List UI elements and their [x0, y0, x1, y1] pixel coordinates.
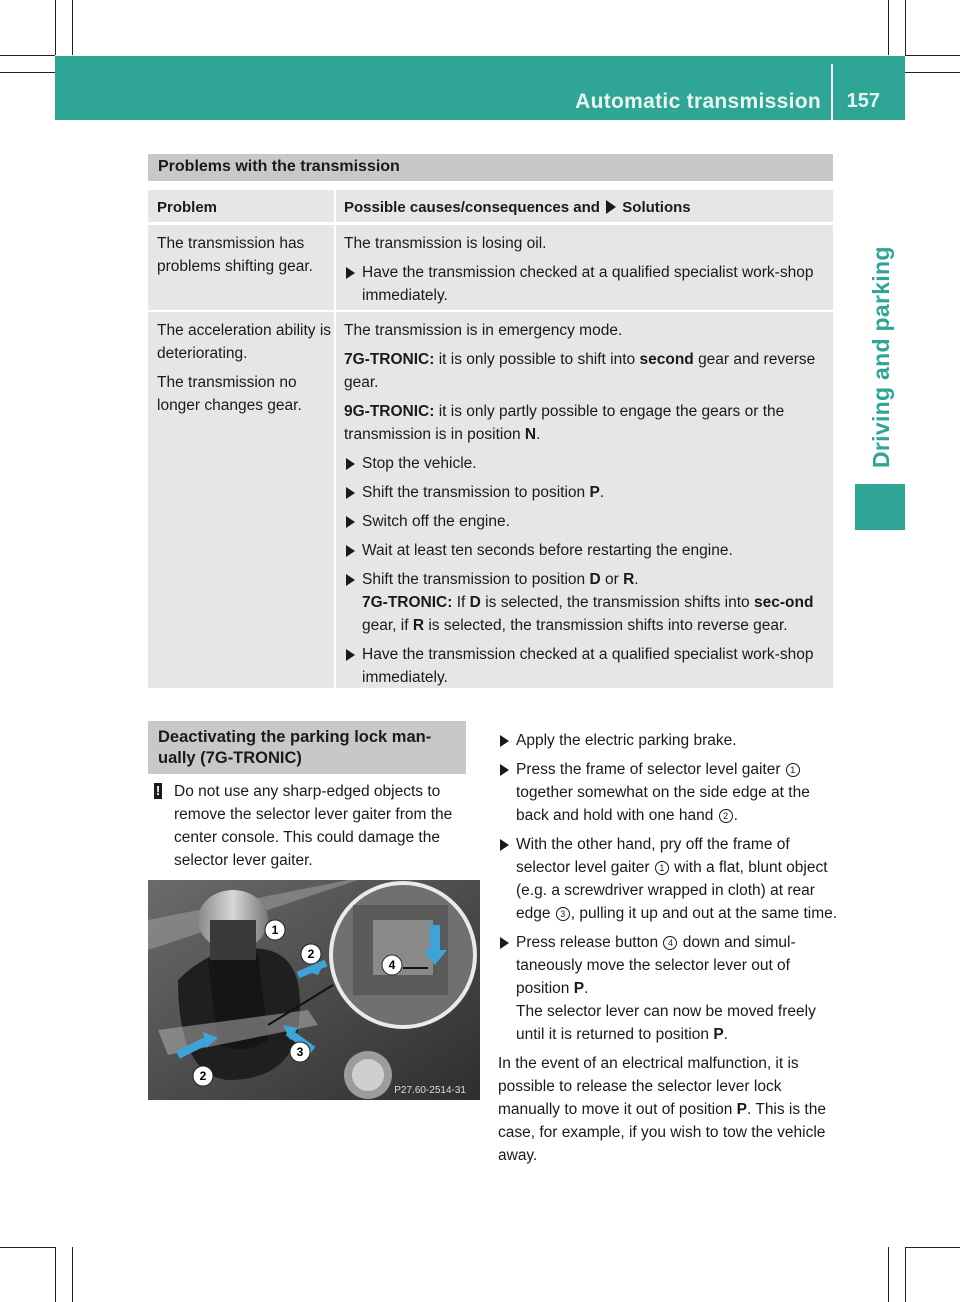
crop-mark: [888, 1247, 889, 1302]
callout-ref: 4: [663, 936, 677, 950]
gear-selector-illustration: [148, 880, 480, 1100]
callout-ref: 1: [786, 763, 800, 777]
crop-mark: [72, 0, 73, 55]
crop-mark: [55, 1247, 56, 1302]
list-item: Have the transmission checked at a qualified specialist work-shop immediately.: [344, 643, 828, 689]
table-row-1-problem: The transmission has problems shifting gear.: [148, 225, 334, 310]
photo-code: P27.60-2514-31: [394, 1085, 466, 1096]
callout-ref: 3: [556, 907, 570, 921]
callout-2: 2: [307, 947, 315, 961]
callout-3: 3: [296, 1045, 304, 1059]
callout-ref: 2: [719, 809, 733, 823]
gear-selector-photo: [148, 880, 480, 1100]
crop-mark: [905, 0, 906, 55]
paragraph: In the event of an electrical malfunction, it is possible to release the selector lever lock manually to move it out of position P. This is the case, for example, if you wish to tow the vehicle away.: [498, 1055, 826, 1164]
header-divider: [831, 64, 833, 120]
table-row-2-solutions: The transmission is in emergency mode. 7G-TRONIC: it is only possible to shift into second gear and reverse gear. 9G-TRONIC: it is only partly possible to engage the gears or the transmission is in position N. Stop the vehicle. Shift the transmission to position P. Switch off the engine. Wait at least ten seconds before restarting the engine. Shift the transmission to position D or R. 7G-TRONIC: If D is selected, the transmission shifts into sec-ond gear, if R is selected, the transmission shifts into reverse gear. Have the transmission checked at a qualified specialist work-shop immediately.: [336, 312, 833, 688]
table-header-problem: Problem: [148, 190, 334, 222]
crop-mark: [905, 55, 960, 56]
list-item: Press the frame of selector level gaiter 1 together somewhat on the side edge at the back and hold with one hand 2 .: [498, 758, 838, 827]
crop-mark: [0, 1247, 55, 1248]
crop-mark: [55, 0, 56, 55]
crop-mark: [0, 55, 55, 56]
crop-mark: [905, 1247, 960, 1248]
side-tab-label: Driving and parking: [868, 246, 894, 468]
crop-mark: [888, 0, 889, 55]
note-7g: 7G-TRONIC: it is only possible to shift into second gear and reverse gear.: [344, 351, 816, 391]
list-item: Press release button 4 down and simul-taneously move the selector lever out of position P. The selector lever can now be moved freely until it is returned to position P.: [498, 931, 838, 1046]
list-item: Wait at least ten seconds before restarting the engine.: [344, 539, 828, 562]
list-item: Have the transmission checked at a qualified specialist work-shop immediately.: [344, 261, 826, 307]
side-tab-block: [855, 484, 905, 530]
table-header-solutions: Possible causes/consequences and Solutions: [336, 190, 833, 222]
crop-mark: [72, 1247, 73, 1302]
list-item: Apply the electric parking brake.: [498, 729, 838, 752]
callout-ref: 1: [655, 861, 669, 875]
list-item: Shift the transmission to position P.: [344, 481, 828, 504]
page-header: [55, 56, 905, 120]
warning-note: ! Do not use any sharp-edged objects to remove the selector lever gaiter from the center console. This could damage the selector lever gaiter.: [155, 783, 453, 869]
crop-mark: [905, 1247, 906, 1302]
table-row-2-problem: The acceleration ability is deteriorating. The transmission no longer changes gear.: [148, 312, 334, 688]
list-item: Switch off the engine.: [344, 510, 828, 533]
page-number: 157: [846, 90, 880, 112]
list-item: With the other hand, pry off the frame of selector level gaiter 1 with a flat, blunt object (e.g. a screwdriver wrapped in cloth) at rear edge 3 , pulling it up and out at the same time.: [498, 833, 838, 925]
callout-4: 4: [388, 958, 396, 972]
procedure-steps: [498, 729, 838, 1173]
callout-2: 2: [199, 1069, 207, 1083]
header-title: Automatic transmission: [575, 90, 821, 113]
arrow-icon: [606, 200, 616, 214]
note-9g: 9G-TRONIC: it is only partly possible to engage the gears or the transmission is in position N.: [344, 403, 785, 443]
crop-mark: [0, 72, 55, 73]
list-item: Stop the vehicle.: [344, 452, 828, 475]
section-title: Deactivating the parking lock man-ually (7G-TRONIC): [148, 721, 466, 774]
callout-1: 1: [271, 923, 279, 937]
warning-icon: !: [155, 783, 161, 798]
list-item: Shift the transmission to position D or R. 7G-TRONIC: If D is selected, the transmission shifts into sec-ond gear, if R is selected, the transmission shifts into reverse gear.: [344, 568, 828, 637]
table-title: Problems with the transmission: [148, 154, 833, 181]
crop-mark: [905, 72, 960, 73]
table-row-1-solutions: The transmission is losing oil. Have the transmission checked at a qualified specialist work-shop immediately.: [336, 225, 833, 310]
